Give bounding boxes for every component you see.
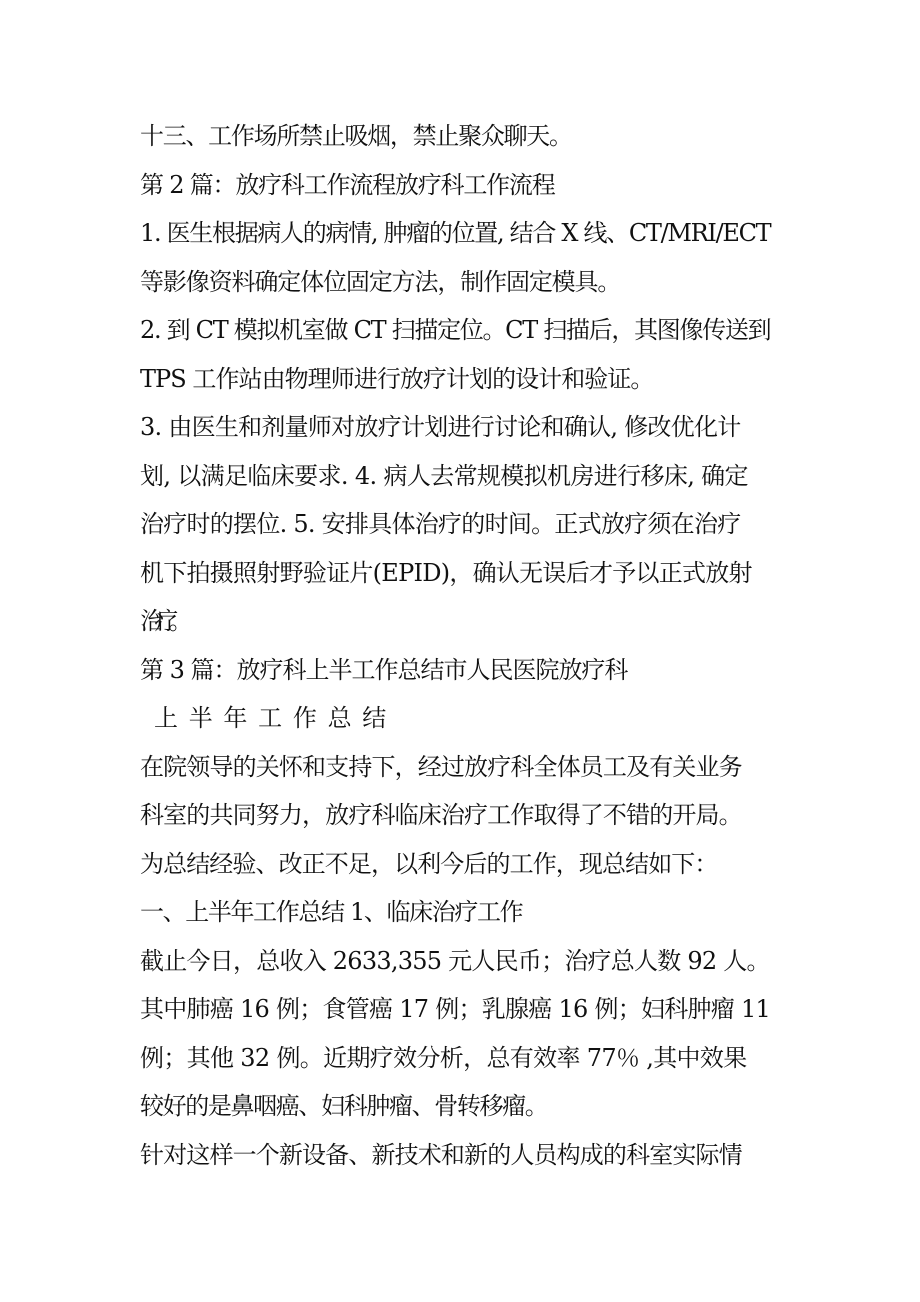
text-line: 3. 由医生和剂量师对放疗计划进行讨论和确认, 修改优化计 [140, 413, 741, 441]
text-line: 划, 以满足临床要求. 4. 病人去常规模拟机房进行移床, 确定 [140, 461, 748, 490]
section-heading-3: 第 3 篇：放疗科上半工作总结市人民医院放疗科 [140, 655, 628, 684]
text-line: 为总结经验、改正不足，以利今后的工作，现总结如下： [140, 849, 718, 878]
text-line: 1. 医生根据病人的病情, 肿瘤的位置, 结合 X 线、CT/MRI/ECT [140, 219, 771, 247]
section-heading-2: 第 2 篇：放疗科工作流程放疗科工作流程 [140, 170, 555, 199]
text-line: 等影像资料确定体位固定方法，制作固定模具。 [140, 267, 621, 296]
text-line: 科室的共同努力，放疗科临床治疗工作取得了不错的开局。 [140, 801, 742, 829]
text-line: 机下拍摄照射野验证片(EPID)，确认无误后才予以正式放射 [140, 558, 752, 587]
text-line: 治疗时的摆位. 5. 安排具体治疗的时间。正式放疗须在治疗 [140, 510, 741, 538]
text-line: 十三、工作场所禁止吸烟，禁止聚众聊天。 [140, 122, 572, 150]
text-line: 2. 到 CT 模拟机室做 CT 扫描定位。CT 扫描后，其图像传送到 [140, 316, 771, 344]
text-line: 例；其他 32 例。近期疗效分析，总有效率 77％ ,其中效果 [140, 1043, 747, 1072]
text-line: 截止今日，总收入 2633,355 元人民币；治疗总人数 92 人。 [140, 946, 770, 975]
text-line: TPS 工作站由物理师进行放疗计划的设计和验证。 [140, 364, 654, 393]
text-line: 在院领导的关怀和支持下，经过放疗科全体员工及有关业务 [140, 752, 742, 781]
text-line: 治疗。 [140, 607, 183, 635]
text-line: 针对这样一个新设备、新技术和新的人员构成的科室实际情 [140, 1140, 742, 1169]
subsection-heading: 一、上半年工作总结 1、临床治疗工作 [140, 898, 523, 926]
text-line: 其中肺癌 16 例；食管癌 17 例；乳腺癌 16 例；妇科肿瘤 11 [140, 995, 771, 1023]
summary-title: 上半年工作总结 [154, 704, 397, 732]
text-line: 较好的是鼻咽癌、妇科肿瘤、骨转移瘤。 [140, 1092, 548, 1120]
document-body [140, 112, 800, 1179]
